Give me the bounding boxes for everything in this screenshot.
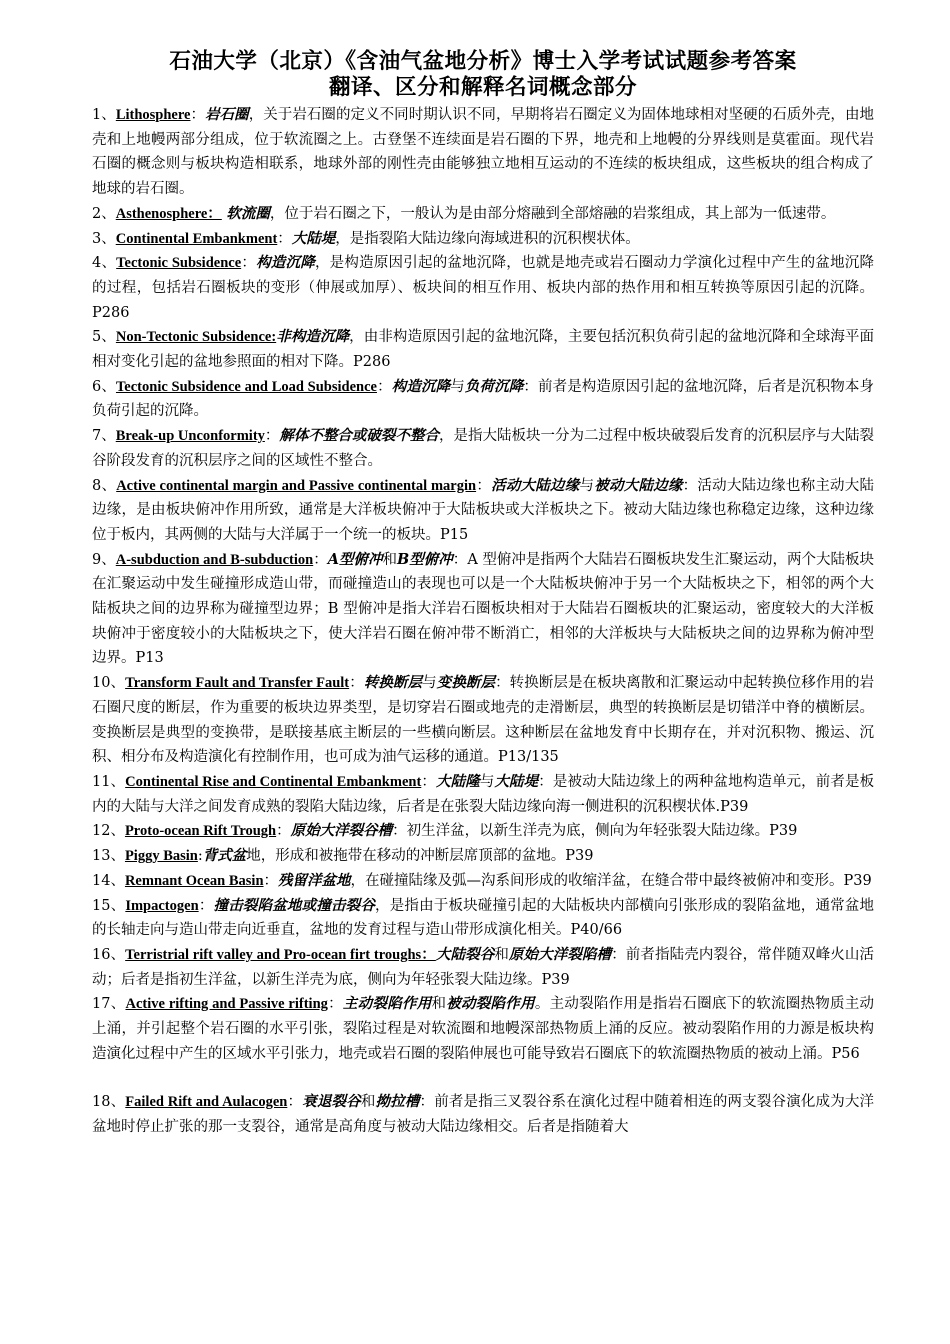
chinese-term: 衰退裂谷 [302,1093,361,1111]
chinese-term: 非构造沉降 [276,328,350,346]
entry-separator: ： [538,773,553,790]
entry-separator: ： [287,1094,303,1111]
entry-number: 5、 [92,329,116,346]
chinese-term: 转换断层 [363,674,423,692]
entry-definition: ，在碰撞陆缘及弧—沟系间形成的收缩洋盆，在缝合带中最终被俯冲和变形。P39 [350,872,872,889]
entry-separator: ： [327,996,343,1013]
english-term: Remnant Ocean Basin [124,872,264,889]
document-title: 石油大学（北京）《含油气盆地分析》博士入学考试试题参考答案 [169,49,797,74]
entry-definition: A 型俯冲是指两个大陆岩石圈板块发生汇聚运动，两个大陆板块在汇聚运动中发生碰撞形成造山带，而碰撞造山的表现也可以是一个大陆板块俯冲于另一个大陆板块之下，相邻的两个大陆板块之间的边界称为碰撞型边界；B 型俯冲是指大洋岩石圈板块相对于大陆岩石圈板块的汇聚运动，密度较大的大洋板块俯冲于密度较小的大陆板块之下，使大洋岩石圈在俯冲带不断消亡，相邻的大洋板块与大陆板块之间的边界称为俯冲型边界。P13 [92,551,875,667]
entry-definition: ，关于岩石圈的定义不同时期认识不同，早期将岩石圈定义为固体地球相对坚硬的石质外壳，由地壳和上地幔两部分组成，位于软流圈之上。古登堡不连续面是岩石圈的下界，地壳和上地幔的分界线则是莫霍面。现代岩石圈的概念则与板块构造相联系，地球外部的刚性壳由能够独立地相互运动的不连续的板块组成，这些板块的组合构成了地球的岩石圈。 [92,107,875,198]
entry-definition: 地，形成和被拖带在移动的冲断层席顶部的盆地。P39 [246,848,594,865]
entry-number: 11、 [92,773,126,790]
chinese-term-second: 原始大洋裂陷槽 [508,945,612,963]
entry-definition: 是被动大陆边缘上的两种盆地构造单元，前者是板内的大陆与大洋之间发育成熟的裂陷大陆边缘，后者是在张裂大陆边缘向海一侧进积的沉积楔状体.P39 [92,773,875,815]
entry-definition: ，是指大陆板块一分为二过程中板块破裂后发育的沉积层序与大陆裂谷阶段发育的沉积层序之间的区域性不整合。 [92,428,875,469]
entry-separator: ： [277,230,292,247]
chinese-term: 岩石圈 [205,106,249,123]
chinese-term: 背式盆 [202,847,247,865]
glossary-entry [92,325,874,374]
english-term: Non-Tectonic Subsidence: [115,329,277,346]
english-term: A-subduction and B-subduction [115,551,314,568]
chinese-term: A型俯冲 [327,550,383,568]
glossary-entry [92,424,874,473]
english-term: Proto-ocean Rift Trough [124,823,277,840]
glossary-entry [92,869,874,894]
entry-definition: 前者是指三叉裂谷系在演化过程中随着相连的两支裂谷演化成为大洋盆地时停止扩张的那一支裂谷，通常是高角度与被动大陆边缘相交。后者是指随着大 [92,1094,875,1136]
chinese-term: 主动裂陷作用 [342,995,432,1013]
chinese-term-second: 大陆堤 [494,772,539,790]
glossary-entry [92,202,874,227]
term-conjunction: 与 [450,378,465,395]
glossary-entry [92,1090,874,1139]
document-subtitle: 翻译、区分和解释名词概念部分 [328,75,637,100]
english-term: Continental Embankment [115,230,278,247]
term-conjunction: 和 [382,551,398,568]
entry-number: 18、 [92,1094,126,1111]
entry-separator: ： [264,428,280,445]
glossary-entry [92,227,874,252]
entry-number: 15、 [92,897,126,914]
entry-definition: 活动大陆边缘也称主动大陆边缘，是由板块俯冲作用所致，通常是大洋板块俯冲于大陆板块或大洋板块之下。被动大陆边缘也称稳定边缘，这种边缘位于板内，其两侧的大陆与大洋属于一个统一的板块。P15 [92,477,875,543]
english-term: Transform Fault and Transfer Fault [125,675,350,692]
entry-number: 7、 [92,428,116,445]
entry-number: 10、 [92,675,126,692]
chinese-term: 解体不整合或破裂不整合 [279,427,439,445]
entry-definition: ，位于岩石圈之下，一般认为是由部分熔融到全部熔融的岩浆组成，其上部为一低速带。 [269,205,836,222]
entry-number: 12、 [92,823,125,840]
english-term: Tectonic Subsidence [116,255,242,272]
term-conjunction: 与 [579,477,595,494]
chinese-term: 残留洋盆地 [278,871,351,889]
entry-separator: ： [682,477,698,494]
english-term: Asthenosphere： [115,205,222,222]
entry-number: 2、 [92,205,116,222]
glossary-entry [92,943,874,992]
entry-definition: 。主动裂陷作用是指岩石圈底下的软流圈热物质主动上涌，并引起整个岩石圈的水平引张，裂陷过程是对软流圈和地幔深部热物质上涌的反应。被动裂陷作用的力源是板块构造演化过程中产生的区域水平引张力，地壳或岩石圈的裂陷伸展也可能导致岩石圈底下的软流圈热物质的被动上涌。P56 [92,996,875,1062]
entry-separator: ： [241,255,257,272]
chinese-term: 大陆隆 [436,772,480,790]
english-term: Continental Rise and Continental Embankment [125,773,422,790]
glossary-entry [92,474,874,548]
entry-separator: : [197,848,203,865]
term-conjunction: 和 [360,1094,376,1111]
entry-separator: ： [349,675,364,692]
entry-definition: 转换断层是在板块离散和汇聚运动中起转换位移作用的岩石圈尺度的断层，作为重要的板块边界类型，是切穿岩石圈或地壳的走滑断层，典型的转换断层是切错洋中脊的横断层。变换断层是典型的变换带，是联接基底主断层的一些横向断层。这种断层在盆地发育中长期存在，并对沉积物、搬运、沉积、相分布及构造演化有控制作用，也可成为油气运移的通道。P13/135 [92,675,875,766]
entry-definition: 初生洋盆，以新生洋壳为底，侧向为年轻张裂大陆边缘。P39 [406,823,798,840]
entry-separator: ： [421,773,436,790]
chinese-term-second: B型俯冲 [397,550,453,568]
entry-separator: ： [198,897,214,914]
entry-separator: ： [452,551,468,568]
glossary-entry [92,251,874,325]
english-term: Impactogen [125,897,199,914]
english-term: Terristrial rift valley and Pro-ocean firt troughs： [125,946,436,963]
chinese-term-second: 变换断层 [436,674,496,692]
chinese-term-second: 被动裂陷作用 [446,995,535,1013]
term-conjunction: 和 [431,996,447,1013]
entry-separator: ： [419,1094,435,1111]
entry-separator: ： [276,823,291,840]
glossary-entry [92,770,874,819]
entry-definition: ，由非构造原因引起的盆地沉降，主要包括沉积负荷引起的盆地沉降和全球海平面相对变化引起的盆地参照面的相对下降。P286 [92,329,875,371]
term-conjunction: 和 [494,946,509,963]
entry-separator: ： [476,477,492,494]
glossary-entry [92,894,874,943]
entry-number: 13、 [92,848,125,865]
english-term: Active continental margin and Passive continental margin [116,477,477,494]
chinese-term: 原始大洋裂谷槽 [290,822,393,840]
chinese-term: 大陆堤 [291,229,336,247]
chinese-term-second: 被动大陆边缘 [594,476,683,494]
chinese-term: 构造沉降 [256,254,315,272]
entry-definition: ，是构造原因引起的盆地沉降，也就是地壳或岩石圈动力学演化过程中产生的盆地沉降的过程，包括岩石圈板块的变形（伸展或加厚）、板块间的相互作用、板块内部的热作用和相互转换等原因引起的沉降。P286 [92,255,875,321]
entry-number: 14、 [92,872,125,889]
entry-number: 6、 [92,378,116,395]
chinese-term: 撞击裂陷盆地或撞击裂谷 [213,896,376,914]
english-term: Active rifting and Passive rifting [125,996,328,1013]
english-term: Tectonic Subsidence and Load Subsidence [115,378,377,395]
glossary-entry [92,103,874,202]
document-page [92,48,874,1140]
glossary-entry [92,819,874,844]
entry-definition: ，是指裂陷大陆边缘向海域进积的沉积楔状体。 [335,230,640,247]
english-term: Failed Rift and Aulacogen [125,1094,288,1111]
entry-separator: ： [313,551,328,568]
glossary-entry [92,992,874,1066]
chinese-term: 软流圈 [226,204,270,222]
blank-line [92,1066,874,1090]
chinese-term-second: 负荷沉降 [464,377,524,395]
chinese-term-second: 拗拉槽 [375,1093,420,1111]
glossary-entry [92,548,874,672]
entry-number: 9、 [92,551,116,568]
english-term: Break-up Unconformity [115,428,265,445]
entry-number: 1、 [92,107,116,123]
english-term: Lithosphere [115,107,191,123]
entry-definition: 前者是构造原因引起的盆地沉降，后者是沉积物本身负荷引起的沉降。 [92,378,875,420]
entry-number: 16、 [92,946,126,963]
chinese-term: 活动大陆边缘 [491,476,580,494]
chinese-term: 大陆裂谷 [435,945,495,963]
entry-separator: ： [263,872,279,889]
entry-number: 17、 [92,996,126,1013]
entry-separator: ： [611,946,626,963]
glossary-entry [92,671,874,770]
glossary-entries [92,103,874,1140]
term-conjunction: 与 [479,773,495,790]
glossary-entry [92,375,874,424]
entry-definition: 前者指陆壳内裂谷，常伴随双峰火山活动；后者是指初生洋盆，以新生洋壳为底，侧向为年轻张裂大陆边缘。P39 [92,946,875,988]
english-term: Piggy Basin [124,848,198,865]
entry-separator: ： [376,378,392,395]
entry-separator: ： [392,823,407,840]
entry-separator: ： [495,675,510,692]
entry-separator: ： [523,378,538,395]
entry-definition: ，是指由于板块碰撞引起的大陆板块内部横向引张形成的裂陷盆地，通常盆地的长轴走向与造山带走向近垂直，盆地的发育过程与造山带形成演化相关。P40/66 [92,897,875,939]
entry-number: 3、 [92,230,116,247]
chinese-term: 构造沉降 [391,377,451,395]
entry-number: 4、 [92,255,117,272]
term-conjunction: 与 [422,675,437,692]
entry-separator: ： [190,107,206,123]
entry-number: 8、 [92,477,117,494]
glossary-entry [92,844,874,869]
